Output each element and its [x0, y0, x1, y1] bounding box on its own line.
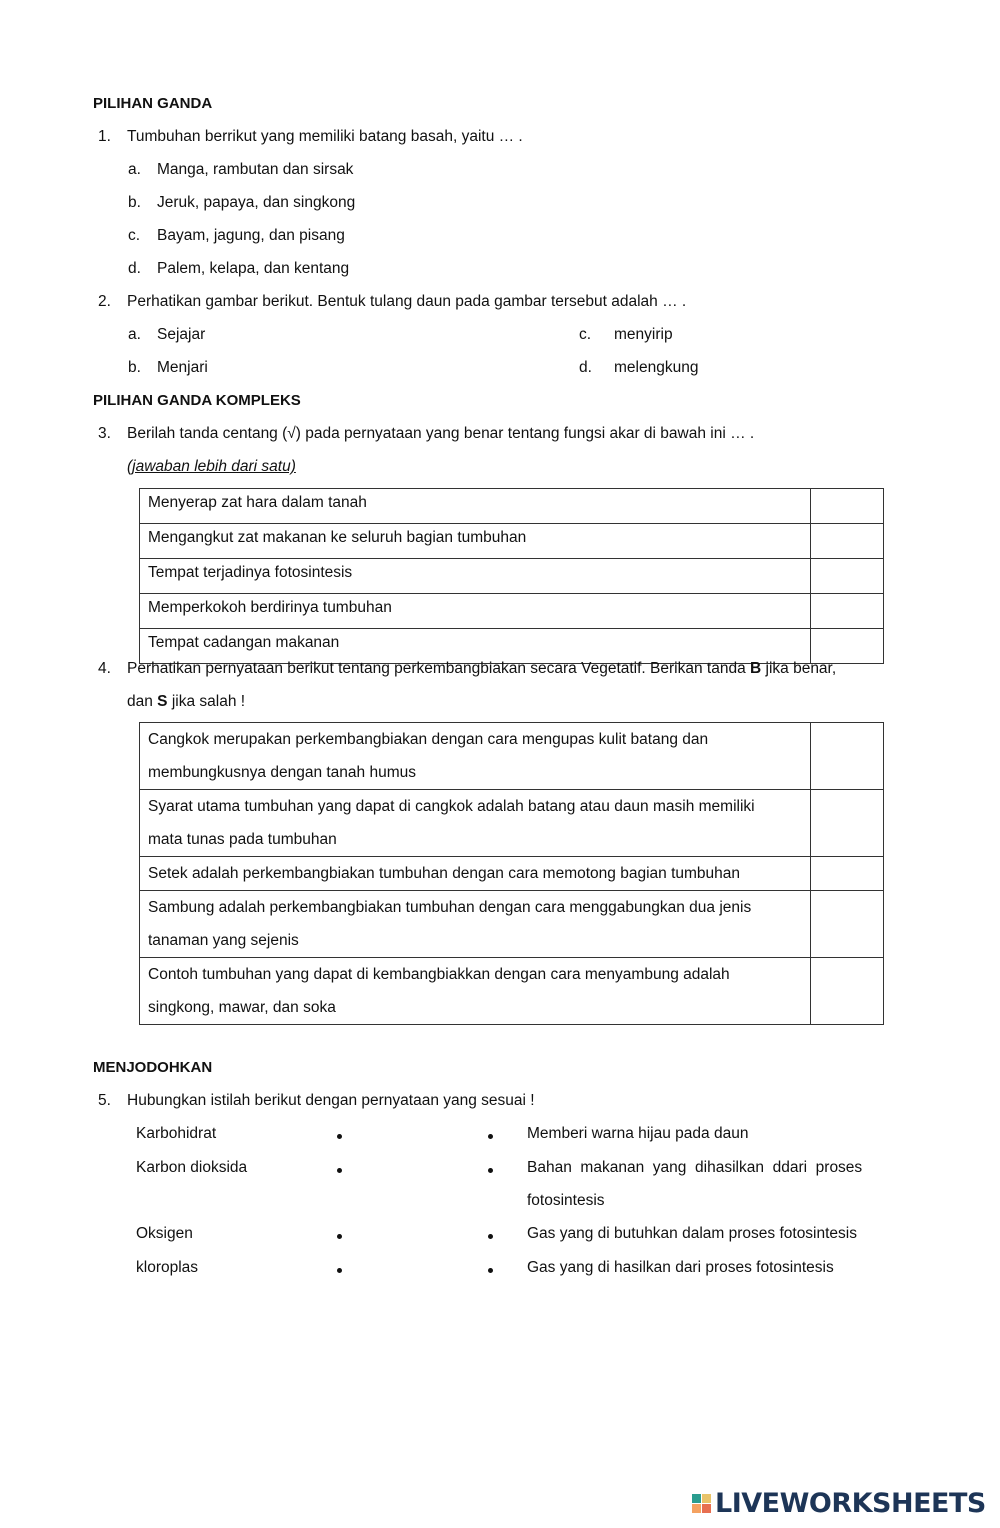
q2-option-d[interactable]: melengkung	[614, 359, 699, 376]
q3-statement: Tempat cadangan makanan	[140, 629, 811, 664]
q5-statement: Gas yang di hasilkan dari proses fotosintesis	[527, 1259, 834, 1276]
q3-statement: Tempat terjadinya fotosintesis	[140, 559, 811, 594]
q4-statement-line: mata tunas pada tumbuhan	[148, 831, 337, 848]
q3-checkbox-cell[interactable]	[811, 489, 884, 524]
q1-number: 1.	[98, 128, 111, 145]
q1-text: Tumbuhan berrikut yang memiliki batang basah, yaitu … .	[127, 128, 523, 145]
q4-answer-cell[interactable]	[811, 857, 884, 891]
q3-checklist-table	[139, 488, 884, 664]
q5-statement: Bahan makanan yang dihasilkan ddari proses	[527, 1159, 863, 1176]
q4-text-part: dan	[127, 693, 158, 710]
q2-text: Perhatikan gambar berikut. Bentuk tulang daun pada gambar tersebut adalah … .	[127, 293, 687, 310]
q1-option-d[interactable]: Palem, kelapa, dan kentang	[157, 260, 350, 277]
q4-answer-cell[interactable]	[811, 723, 884, 790]
q4-statement	[140, 790, 811, 857]
logo-tile	[692, 1504, 701, 1513]
q5-statement-connector-dot[interactable]	[488, 1268, 493, 1273]
logo-tile	[702, 1494, 711, 1503]
q4-statement-line: Contoh tumbuhan yang dapat di kembangbiakkan dengan cara menyambung adalah	[148, 966, 730, 983]
q4-statement-line: Syarat utama tumbuhan yang dapat di cangkok adalah batang atau daun masih memiliki	[148, 798, 755, 815]
q4-answer-cell[interactable]	[811, 790, 884, 857]
q4-statement	[140, 857, 811, 891]
q4-statement-line: Sambung adalah perkembangbiakan tumbuhan dengan cara menggabungkan dua jenis	[148, 899, 752, 916]
q4-statement	[140, 891, 811, 958]
q4-text-part: jika salah !	[167, 693, 246, 710]
table-row	[140, 723, 884, 790]
q5-term: kloroplas	[136, 1259, 199, 1276]
q4-text-part: jika benar,	[761, 660, 837, 677]
q3-note: (jawaban lebih dari satu)	[127, 458, 296, 475]
section-heading-pilihan-ganda-kompleks: PILIHAN GANDA KOMPLEKS	[93, 392, 301, 409]
q5-term-connector-dot[interactable]	[337, 1234, 342, 1239]
q1-option-c-letter: c.	[128, 227, 141, 244]
section-heading-pilihan-ganda: PILIHAN GANDA	[93, 95, 213, 112]
q5-term: Karbohidrat	[136, 1125, 217, 1142]
q4-text-part: Perhatikan pernyataan berikut tentang perkembangbiakan secara Vegetatif. Berikan tanda	[127, 660, 750, 677]
q1-option-b[interactable]: Jeruk, papaya, dan singkong	[157, 194, 356, 211]
q5-statement-connector-dot[interactable]	[488, 1134, 493, 1139]
liveworksheets-logo-mark	[692, 1494, 711, 1513]
q3-checkbox-cell[interactable]	[811, 594, 884, 629]
q3-checkbox-cell[interactable]	[811, 559, 884, 594]
table-row	[140, 594, 884, 629]
table-row	[140, 524, 884, 559]
q4-text-line1	[127, 660, 836, 678]
q5-statement: Memberi warna hijau pada daun	[527, 1125, 749, 1142]
q2-option-c-letter: c.	[579, 326, 592, 343]
q4-true-marker: B	[750, 660, 762, 677]
q2-option-c[interactable]: menyirip	[614, 326, 673, 343]
liveworksheets-logo-text: LIVEWORKSHEETS	[715, 1488, 986, 1519]
q2-option-d-letter: d.	[579, 359, 592, 376]
q3-statement: Menyerap zat hara dalam tanah	[140, 489, 811, 524]
table-row	[140, 559, 884, 594]
q5-statement-connector-dot[interactable]	[488, 1234, 493, 1239]
q1-option-a[interactable]: Manga, rambutan dan sirsak	[157, 161, 354, 178]
q3-statement: Memperkokoh berdirinya tumbuhan	[140, 594, 811, 629]
q4-statement-line: Cangkok merupakan perkembangbiakan dengan cara mengupas kulit batang dan	[148, 731, 709, 748]
q5-statement: Gas yang di butuhkan dalam proses fotosintesis	[527, 1225, 857, 1242]
q3-text: Berilah tanda centang (√) pada pernyataan yang benar tentang fungsi akar di bawah ini … .	[127, 425, 755, 442]
table-row	[140, 857, 884, 891]
q5-statement-continuation: fotosintesis	[527, 1192, 605, 1209]
q4-statement-line: membungkusnya dengan tanah humus	[148, 764, 416, 781]
table-row	[140, 489, 884, 524]
logo-tile	[702, 1504, 711, 1513]
q4-statement-line: singkong, mawar, dan soka	[148, 999, 336, 1016]
q4-statement	[140, 958, 811, 1025]
table-row	[140, 958, 884, 1025]
logo-tile	[692, 1494, 701, 1503]
q3-number: 3.	[98, 425, 111, 442]
q3-checkbox-cell[interactable]	[811, 524, 884, 559]
q2-number: 2.	[98, 293, 111, 310]
q4-statement-line: Setek adalah perkembangbiakan tumbuhan dengan cara memotong bagian tumbuhan	[148, 865, 741, 882]
q5-term-connector-dot[interactable]	[337, 1168, 342, 1173]
table-row	[140, 790, 884, 857]
q5-text: Hubungkan istilah berikut dengan pernyataan yang sesuai !	[127, 1092, 535, 1109]
liveworksheets-logo	[692, 1488, 986, 1519]
q3-checkbox-cell[interactable]	[811, 629, 884, 664]
q4-true-false-table	[139, 722, 884, 1025]
section-heading-menjodohkan: MENJODOHKAN	[93, 1059, 213, 1076]
q5-term-connector-dot[interactable]	[337, 1134, 342, 1139]
q5-statement-connector-dot[interactable]	[488, 1168, 493, 1173]
q3-statement: Mengangkut zat makanan ke seluruh bagian tumbuhan	[140, 524, 811, 559]
q4-answer-cell[interactable]	[811, 891, 884, 958]
q5-term: Karbon dioksida	[136, 1159, 248, 1176]
q5-term: Oksigen	[136, 1225, 193, 1242]
q4-statement	[140, 723, 811, 790]
q4-statement-line: tanaman yang sejenis	[148, 932, 299, 949]
q1-option-b-letter: b.	[128, 194, 141, 211]
q2-option-a-letter: a.	[128, 326, 141, 343]
q5-number: 5.	[98, 1092, 111, 1109]
table-row	[140, 891, 884, 958]
q1-option-d-letter: d.	[128, 260, 141, 277]
q1-option-a-letter: a.	[128, 161, 141, 178]
q5-term-connector-dot[interactable]	[337, 1268, 342, 1273]
q4-answer-cell[interactable]	[811, 958, 884, 1025]
q4-text-line2	[127, 693, 245, 711]
q2-option-b[interactable]: Menjari	[157, 359, 208, 376]
q4-false-marker: S	[157, 693, 168, 710]
q2-option-a[interactable]: Sejajar	[157, 326, 206, 343]
q1-option-c[interactable]: Bayam, jagung, dan pisang	[157, 227, 345, 244]
q2-option-b-letter: b.	[128, 359, 141, 376]
q4-number: 4.	[98, 660, 111, 677]
table-row	[140, 629, 884, 664]
